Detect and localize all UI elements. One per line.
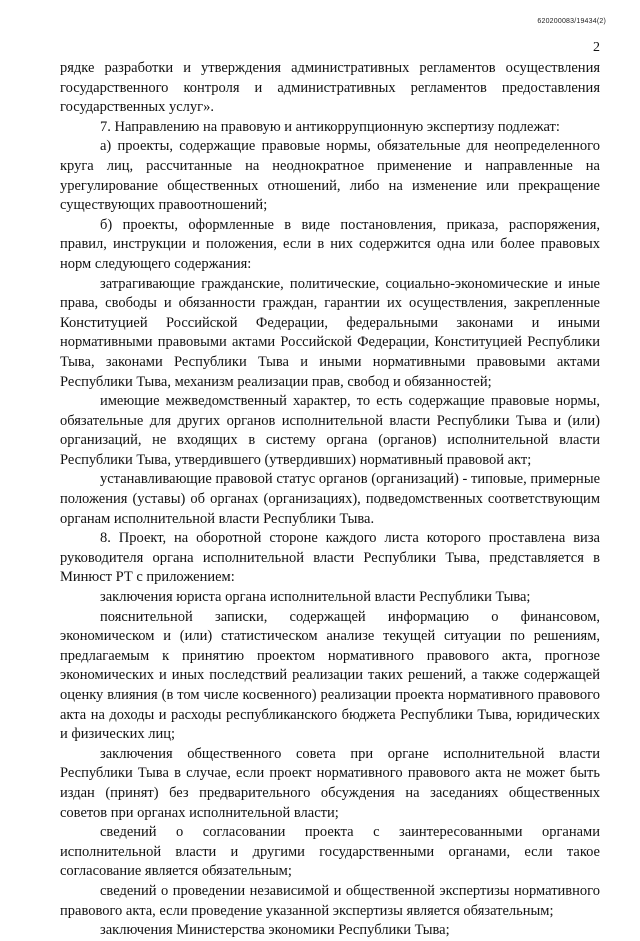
document-body xyxy=(60,59,600,941)
paragraph: имеющие межведомственный характер, то есть содержащие правовые нормы, обязательные для других органов исполнительной власти Республики Тыва и (или) организаций, не входящих в систему органа (органов) исполнительной власти Республики Тыва, утвердившего (утвердивших) нормативный правовой акт; xyxy=(60,393,600,468)
paragraph: заключения Министерства экономики Республики Тыва; xyxy=(100,922,450,939)
page-number: 2 xyxy=(593,40,600,55)
paragraph: 7. Направлению на правовую и антикоррупционную экспертизу подлежат: xyxy=(100,118,560,135)
paragraph: б) проекты, оформленные в виде постановления, приказа, распоряжения, правил, инструкции и положения, если в них содержится одна или более правовых норм следующего содержания: xyxy=(60,216,600,272)
paragraph: сведений о проведении независимой и общественной экспертизы нормативного правового акта, если проведение указанной экспертизы является обязательным; xyxy=(60,882,600,919)
paragraph: а) проекты, содержащие правовые нормы, обязательные для неопределенного круга лиц, рассчитанные на неоднократное применение и направленные на урегулирование общественных отношений, либо на изменение или прекращение существующих правоотношений; xyxy=(60,138,600,214)
paragraph: устанавливающие правовой статус органов (организаций) - типовые, примерные положения (уставы) об органах (организациях), подведомственных соответствующим органам исполнительной власти Республики Тыва. xyxy=(60,471,600,527)
paragraph: пояснительной записки, содержащей информацию о финансовом, экономическом и (или) статистическом анализе текущей ситуации по решениям, предлагаемым к принятию проектом нормативного правового акта, прогнозе экономических и иных последствий реализации таких решений, а также содержащей оценку влияния (в том числе косвенного) реализации проекта нормативного правового акта на доходы и расходы республиканского бюджета Республики Тыва, юридических и физических лиц; xyxy=(60,608,600,743)
paragraph: 8. Проект, на оборотной стороне каждого листа которого проставлена виза руководителя органа исполнительной власти Республики Тыва, представляется в Минюст РТ с приложением: xyxy=(60,530,600,586)
document-id: 620200083/19434(2) xyxy=(537,18,606,25)
paragraph: заключения общественного совета при органе исполнительной власти Республики Тыва в случае, если проект нормативного правового акта не может быть издан (принят) без предварительного обсуждения на заседаниях общественных советов при органах исполнительной власти; xyxy=(60,745,600,821)
paragraph: затрагивающие гражданские, политические, социально-экономические и иные права, свободы и обязанности граждан, гарантии их осуществления, закрепленные Конституцией Российской Федерации, федеральными законами и иными нормативными правовыми актами Российской Федерации, Конституцией Республики Тыва, законами Республики Тыва и иными нормативными правовыми актами Республики Тыва, механизм реализации прав, свобод и обязанностей; xyxy=(60,275,600,390)
paragraph: рядке разработки и утверждения административных регламентов осуществления государственного контроля и административных регламентов предоставления государственных услуг». xyxy=(60,60,600,116)
paragraph: заключения юриста органа исполнительной власти Республики Тыва; xyxy=(100,589,531,606)
paragraph: сведений о согласовании проекта с заинтересованными органами исполнительной власти и другими государственными органами, если такое согласование является обязательным; xyxy=(60,824,600,880)
